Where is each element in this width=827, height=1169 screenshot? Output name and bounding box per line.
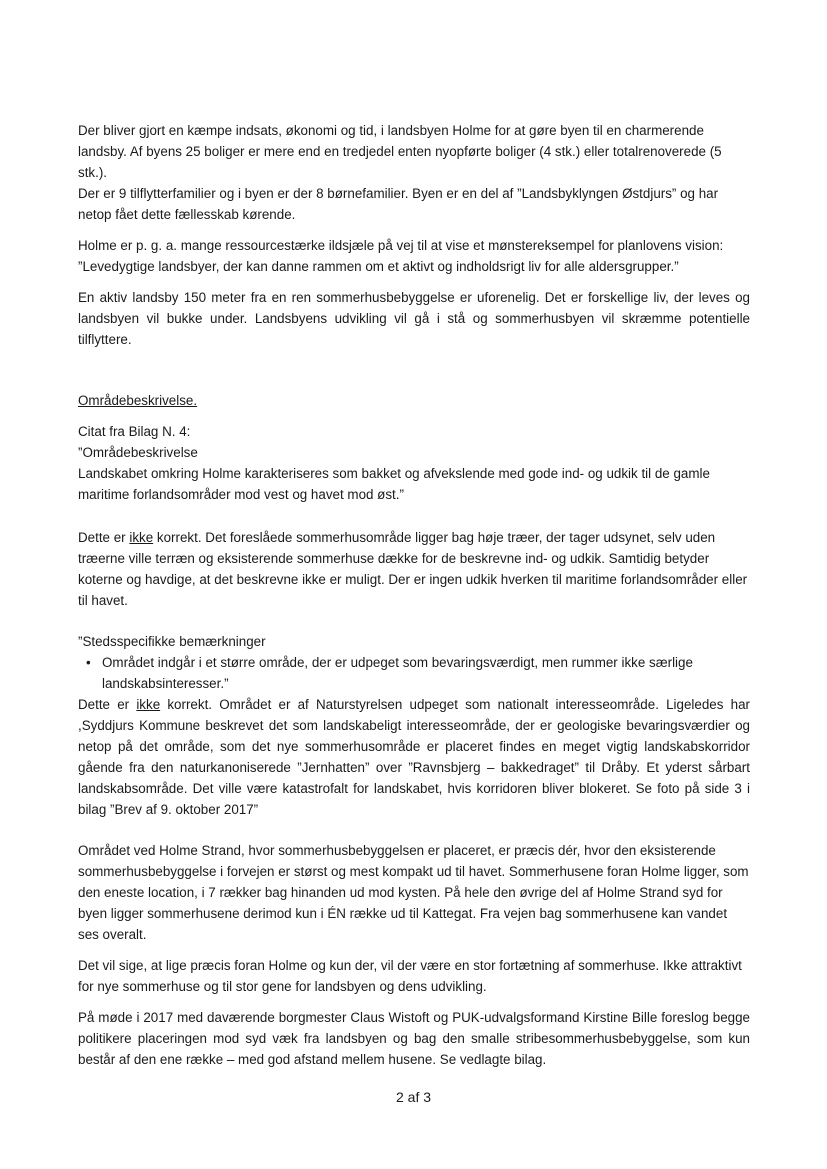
paragraph-families: Der er 9 tilflytterfamilier og i byen er der 8 børnefamilier. Byen er en del af ”Landsbyklyngen Østdjurs” og har netop fået dette fællesskab kørende. bbox=[78, 186, 719, 222]
paragraph-densification: Det vil sige, at lige præcis foran Holme og kun der, vil der være en stor fortætning af sommerhuse. Ikke attraktivt for nye sommerhuse og til stor gene for landsbyen og dens udvikling. bbox=[78, 958, 742, 994]
page-number: 2 af 3 bbox=[395, 1089, 432, 1105]
text-segment: korrekt. Området er af Naturstyrelsen udpeget som nationalt interesseområde. Ligeledes har ,Syddjurs Kommune beskrevet det som landskabeligt interesseområde, der er geologiske bevaringsværdier og netop på det område, som det nye sommerhusområde er placeret findes en meget vigtig landskabskorridor gående fra den naturkanoniserede ”Jernhatten” over ”Ravnsbjerg – bakkedraget” til Dråby. Et yderst sårbart landskabsområde. Det ville være katastrofalt for landskabet, hvis korridoren bliver blokeret. Se foto på side 3 i bilag ”Brev af 9. oktober 2017” bbox=[78, 697, 750, 817]
text-segment: korrekt. Det foreslåede sommerhusområde ligger bag høje træer, der tager udsynet, selv uden træerne ville terræn og eksisterende sommerhuse dække for de beskrevne ind- og udkik. Samtidig betyder koterne og havdige, at det beskrevne ikke er muligt. Der er ingen udkik hverken til maritime forlandsområder eller til havet. bbox=[78, 530, 748, 608]
bullet-icon: • bbox=[86, 655, 91, 670]
list-item bbox=[78, 652, 750, 694]
quote-body: Landskabet omkring Holme karakteriseres som bakket og afvekslende med gode ind- og udkik til de gamle maritime forlandsområder mod vest og havet mod øst.” bbox=[78, 466, 710, 502]
remarks-list bbox=[78, 652, 750, 694]
paragraph-village-investment: Der bliver gjort en kæmpe indsats, økonomi og tid, i landsbyen Holme for at gøre byen til en charmerende landsby. Af byens 25 boliger er mere end en tredjedel enten nyopførte boliger (4 stk.) eller totalrenoverede (5 stk.). bbox=[78, 123, 722, 180]
remarks-bullet-text: Området indgår i et større område, der er udpeget som bevaringsværdigt, men rummer ikke særlige landskabsinteresser.” bbox=[102, 655, 693, 691]
paragraph-not-correct-2 bbox=[78, 694, 750, 820]
paragraph-holme-strand: Området ved Holme Strand, hvor sommerhusbebyggelsen er placeret, er præcis dér, hvor den eksisterende sommerhusbebyggelse i forvejen er størst og mest kompakt ud til havet. Sommerhusene foran Holme ligger, som den eneste location, i 7 rækker bag hinanden ud mod kysten. På hele den øvrige del af Holme Strand syd for byen ligger sommerhusene derimod kun i ÉN række ud til Kattegat. Fra vejen bag sommerhusene kan vandet ses overalt. bbox=[78, 843, 749, 942]
quote-title: ”Områdebeskrivelse bbox=[78, 445, 198, 460]
emphasis-ikke: ikke bbox=[136, 697, 161, 712]
text-segment: Dette er bbox=[78, 697, 137, 712]
section-heading: Områdebeskrivelse. bbox=[78, 393, 198, 408]
paragraph-meeting-2017: På møde i 2017 med daværende borgmester Claus Wistoft og PUK-udvalgsformand Kirstine Bille foreslog begge politikere placeringen mod syd væk fra landsbyen og bag den smalle stribesommerhusbebyggelse, som kun består af den ene række – med god afstand mellem husene. Se vedlagte bilag. bbox=[78, 1010, 750, 1067]
emphasis-ikke: ikke bbox=[129, 530, 154, 545]
paragraph-active-village: En aktiv landsby 150 meter fra en ren sommerhusbebyggelse er uforenelig. Det er forskellige liv, der leves og landsbyen vil bukke under. Landsbyens udvikling vil gå i stå og sommerhusbyen vil skræmme potentielle tilflyttere. bbox=[78, 290, 750, 347]
remarks-title: ”Stedsspecifikke bemærkninger bbox=[78, 634, 266, 649]
paragraph-not-correct-1 bbox=[78, 527, 750, 611]
paragraph-planning-vision: Holme er p. g. a. mange ressourcestærke ildsjæle på vej til at vise et mønstereksempel for planlovens vision: ”Levedygtige landsbyer, der kan danne rammen om et aktivt og indholdsrigt liv for alle aldersgrupper.” bbox=[78, 238, 724, 274]
quote-intro: Citat fra Bilag N. 4: bbox=[78, 424, 191, 439]
document-body bbox=[78, 120, 750, 1070]
text-segment: Dette er bbox=[78, 530, 130, 545]
